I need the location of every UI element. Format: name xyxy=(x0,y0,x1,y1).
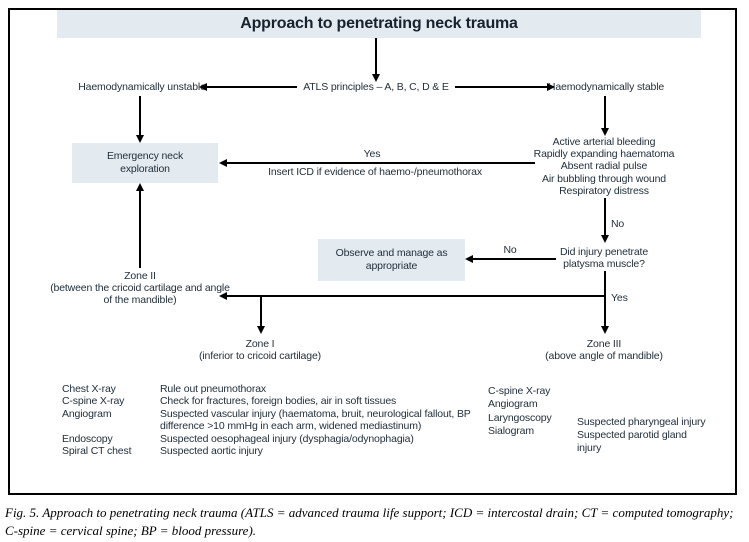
table-cell-test: Spiral CT chest xyxy=(62,445,132,458)
node-observe-manage xyxy=(318,239,465,281)
table-cell-indication: Suspected vascular injury (haematoma, bruit, neurological fallout, BP difference >10 mmHg in each arm, widened mediastinum) xyxy=(160,407,471,433)
table-cell-test: Laryngoscopy xyxy=(488,411,552,424)
node-hard-signs xyxy=(494,136,714,197)
sign-item: Air bubbling through wound xyxy=(542,172,666,185)
arrowhead-atls-stable xyxy=(547,83,555,91)
label-insert-icd: Insert ICD if evidence of haemo-/pneumothorax xyxy=(268,166,482,178)
sign-item: Respiratory distress xyxy=(559,184,649,197)
node-atls-principles: ATLS principles – A, B, C, D & E xyxy=(303,81,449,93)
connector-atls-unstable xyxy=(206,86,297,88)
sign-item: Absent radial pulse xyxy=(560,160,648,173)
investigations-table-left xyxy=(62,383,484,457)
table-cell-test: Angiogram xyxy=(62,407,112,420)
observe-box-label: Observe and manage as appropriate xyxy=(335,247,448,272)
connector-signs-emergency xyxy=(226,162,535,164)
table-cell-indication: Suspected oesophageal injury (dysphagia/odynophagia) xyxy=(160,432,414,445)
node-zone1-desc: (inferior to cricoid cartilage) xyxy=(199,350,321,362)
table-cell-indication xyxy=(577,398,711,410)
connector-platysma-observe xyxy=(472,258,556,260)
connector-zones-horizontal xyxy=(226,295,605,297)
investigations-table-right xyxy=(488,385,711,454)
arrowhead-zone1 xyxy=(257,326,265,334)
arrowhead-signs-platysma xyxy=(601,235,609,243)
arrowhead-atls-unstable xyxy=(199,83,207,91)
node-zone3-title: Zone III xyxy=(586,338,622,350)
table-cell-indication: Check for fractures, foreign bodies, air in soft tissues xyxy=(160,395,397,408)
flowchart-title: Approach to penetrating neck trauma xyxy=(240,15,518,32)
sign-item: Rapidly expanding haematoma xyxy=(533,148,675,161)
table-cell-test: Endoscopy xyxy=(62,432,113,445)
node-zone3-desc: (above angle of mandible) xyxy=(545,350,663,362)
node-emergency-neck-exploration xyxy=(72,143,218,183)
connector-platysma-corner xyxy=(604,271,606,297)
table-cell-test: Chest X-ray xyxy=(62,383,116,395)
arrowhead-stable-signs xyxy=(601,128,609,136)
flowchart-title-box xyxy=(57,10,701,38)
table-cell-indication: Suspected pharyngeal injury xyxy=(577,415,706,428)
node-zone1-title: Zone I xyxy=(245,338,275,350)
arrowhead-signs-emergency xyxy=(219,159,227,167)
table-cell-indication: Suspected parotid gland injury xyxy=(577,429,687,454)
label-yes-icd: Yes xyxy=(363,148,381,160)
label-no-signs: No xyxy=(611,218,625,230)
connector-zone2-emergency xyxy=(139,190,141,268)
node-zone2-desc: (between the cricoid cartilage and angle of the mandible) xyxy=(50,282,230,307)
node-haemodynamically-stable: Haemodynamically stable xyxy=(547,81,665,93)
label-no-platysma: No xyxy=(503,244,517,256)
arrowhead-unstable-emergency xyxy=(136,135,144,143)
connector-atls-stable xyxy=(455,86,547,88)
emergency-box-label: Emergency neck exploration xyxy=(106,150,184,175)
table-cell-indication: Rule out pneumothorax xyxy=(160,383,267,395)
node-platysma-question: Did injury penetrate platysma muscle? xyxy=(559,246,649,271)
connector-zone1 xyxy=(260,296,262,327)
table-cell-indication: Suspected aortic injury xyxy=(160,445,263,458)
table-cell-test: Angiogram xyxy=(488,398,538,411)
table-cell-indication xyxy=(577,385,711,397)
figure-caption: Fig. 5. Approach to penetrating neck trauma (ATLS = advanced trauma life support; ICD = intercostal drain; CT = computed tomography; C-spine = cervical spine; BP = blood pressure). xyxy=(5,505,734,538)
arrowhead-zone3 xyxy=(601,326,609,334)
connector-stable-signs xyxy=(604,96,606,129)
connector-title-atls xyxy=(375,38,377,75)
table-cell-test: C-spine X-ray xyxy=(488,385,551,397)
sign-item: Active arterial bleeding xyxy=(552,136,656,148)
table-cell-test: Sialogram xyxy=(488,425,534,438)
connector-signs-platysma xyxy=(604,198,606,236)
node-zone2-title: Zone II xyxy=(124,270,156,282)
arrowhead-zone2-emergency xyxy=(136,183,144,191)
table-cell-test: C-spine X-ray xyxy=(62,395,125,408)
connector-unstable-emergency xyxy=(139,96,141,136)
node-haemodynamically-unstable: Haemodynamically unstable xyxy=(78,81,206,93)
connector-zone3 xyxy=(604,296,606,327)
label-yes-platysma: Yes xyxy=(611,292,628,304)
arrowhead-platysma-observe xyxy=(465,255,473,263)
